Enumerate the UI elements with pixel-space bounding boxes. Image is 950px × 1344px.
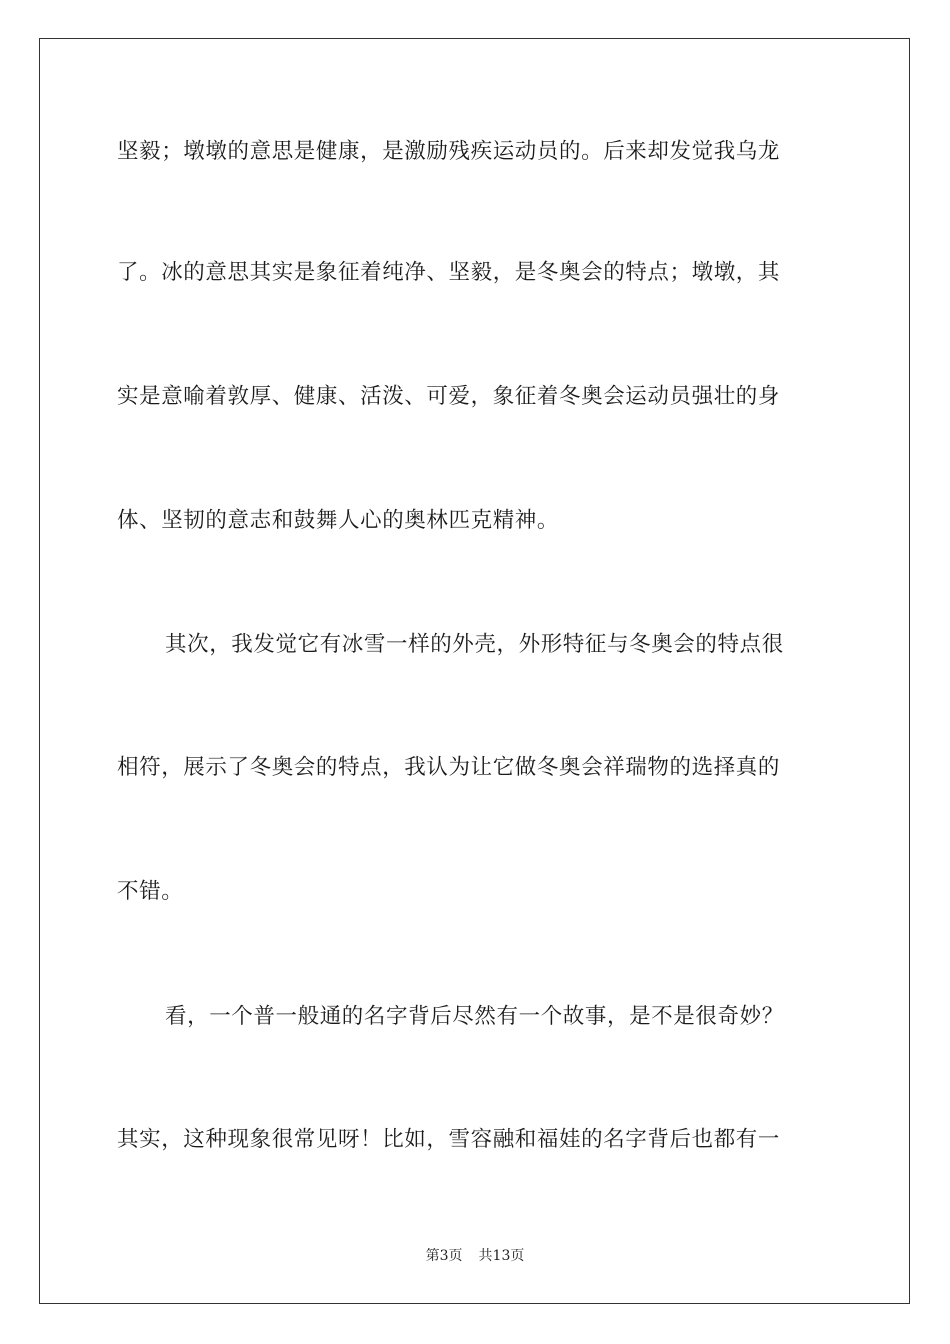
page-border xyxy=(39,38,910,1304)
text-line-7: 不错。 xyxy=(117,879,184,904)
page-footer xyxy=(0,1246,950,1266)
text-line-6: 相符，展示了冬奥会的特点，我认为让它做冬奥会祥瑞物的选择真的 xyxy=(117,755,781,780)
page-number: 第3页 xyxy=(425,1248,463,1264)
total-pages: 共13页 xyxy=(478,1248,525,1264)
text-line-8-paragraph-start: 看，一个普一般通的名字背后尽然有一个故事，是不是很奇妙？ xyxy=(165,1004,784,1029)
text-line-9: 其实，这种现象很常见呀！比如，雪容融和福娃的名字背后也都有一 xyxy=(117,1127,781,1152)
text-line-5-paragraph-start: 其次，我发觉它有冰雪一样的外壳，外形特征与冬奥会的特点很 xyxy=(165,632,784,657)
text-line-1: 坚毅；墩墩的意思是健康，是激励残疾运动员的。后来却发觉我乌龙 xyxy=(117,139,781,164)
text-line-3: 实是意喻着敦厚、健康、活泼、可爱，象征着冬奥会运动员强壮的身 xyxy=(117,384,781,409)
text-line-2: 了。冰的意思其实是象征着纯净、坚毅，是冬奥会的特点；墩墩，其 xyxy=(117,260,781,285)
text-line-4: 体、坚韧的意志和鼓舞人心的奥林匹克精神。 xyxy=(117,508,560,533)
